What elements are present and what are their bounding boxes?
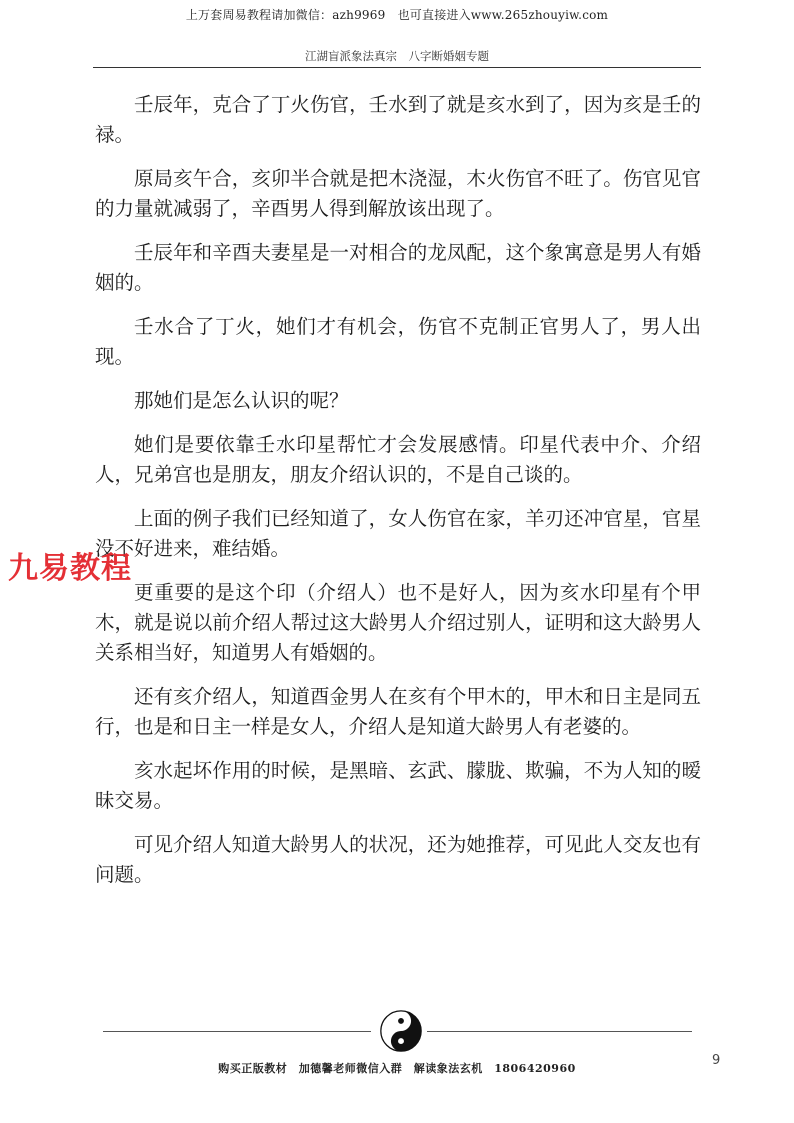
paragraph: 亥水起坏作用的时候，是黑暗、玄武、朦胧、欺骗，不为人知的暧昧交易。 [95, 759, 701, 812]
paragraph: 壬水合了丁火，她们才有机会，伤官不克制正官男人了，男人出现。 [95, 315, 701, 368]
body-text [95, 90, 701, 904]
paragraph: 那她们是怎么认识的呢？ [134, 389, 349, 412]
footer-rule-left [103, 1031, 371, 1032]
header-rule [93, 67, 701, 68]
paragraph: 可见介绍人知道大龄男人的状况，还为她推荐，可见此人交友也有问题。 [95, 833, 701, 886]
watermark-logo: 九易教程 [8, 551, 132, 586]
paragraph: 原局亥午合，亥卯半合就是把木浇湿，木火伤官不旺了。伤官见官的力量就减弱了，辛酉男人得到解放该出现了。 [95, 167, 701, 220]
paragraph: 上面的例子我们已经知道了，女人伤官在家，羊刃还冲官星，官星没不好进来，难结婚。 [95, 507, 701, 560]
paragraph: 更重要的是这个印（介绍人）也不是好人，因为亥水印星有个甲木，就是说以前介绍人帮过这大龄男人介绍过别人，证明和这大龄男人关系相当好，知道男人有婚姻的。 [95, 581, 701, 664]
footer-rule-right [427, 1031, 692, 1032]
page-number: 9 [712, 1053, 721, 1068]
paragraph: 壬辰年，克合了丁火伤官，壬水到了就是亥水到了，因为亥是壬的禄。 [95, 93, 701, 146]
top-note: 上万套周易教程请加微信：azh9969 也可直接进入www.265zhouyiw.com [185, 8, 609, 22]
paragraph: 她们是要依靠壬水印星帮忙才会发展感情。印星代表中介、介绍人，兄弟宫也是朋友，朋友介绍认识的，不是自己谈的。 [95, 433, 701, 486]
paragraph: 还有亥介绍人，知道酉金男人在亥有个甲木的，甲木和日主是同五行，也是和日主一样是女人，介绍人是知道大龄男人有老婆的。 [95, 685, 701, 738]
running-header: 江湖盲派象法真宗 八字断婚姻专题 [305, 49, 489, 63]
paragraph: 壬辰年和辛酉夫妻星是一对相合的龙凤配，这个象寓意是男人有婚姻的。 [95, 241, 701, 294]
yin-yang-icon [380, 1010, 422, 1052]
footer-text: 购买正版教材 加德馨老师微信入群 解读象法玄机 1806420960 [218, 1062, 576, 1075]
